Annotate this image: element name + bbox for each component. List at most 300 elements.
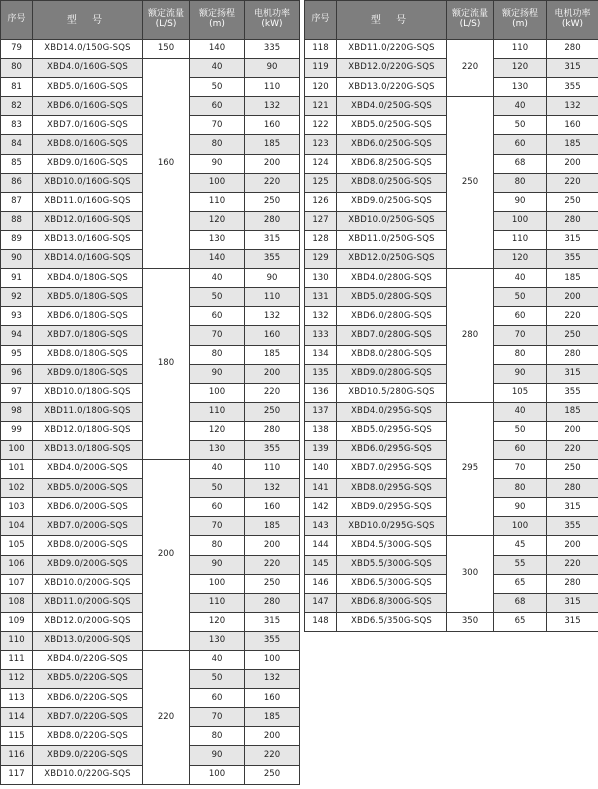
row-head: 70 [494, 460, 547, 479]
row-id: 130 [305, 269, 337, 288]
row-model: XBD12.0/220G-SQS [337, 59, 447, 78]
row-power: 90 [245, 269, 300, 288]
table-body-left [1, 40, 300, 785]
row-power: 280 [547, 40, 598, 59]
row-power: 185 [547, 402, 598, 421]
header-power [547, 1, 598, 40]
table-row [1, 40, 300, 59]
row-head: 110 [190, 402, 245, 421]
row-model: XBD8.0/280G-SQS [337, 345, 447, 364]
row-power: 220 [245, 746, 300, 765]
row-model: XBD9.0/250G-SQS [337, 192, 447, 211]
header-power-label: 电机功率 [253, 9, 290, 20]
row-id: 106 [1, 555, 33, 574]
row-model: XBD5.0/200G-SQS [33, 479, 143, 498]
row-model: XBD9.0/280G-SQS [337, 364, 447, 383]
row-head: 70 [190, 708, 245, 727]
header-head-label: 额定扬程 [198, 9, 235, 20]
row-flow: 200 [143, 460, 190, 651]
table-row [305, 269, 598, 288]
row-head: 50 [494, 116, 547, 135]
row-id: 118 [305, 40, 337, 59]
row-model: XBD14.0/160G-SQS [33, 250, 143, 269]
row-head: 40 [190, 460, 245, 479]
row-model: XBD13.0/200G-SQS [33, 631, 143, 650]
row-power: 160 [245, 116, 300, 135]
row-model: XBD5.5/300G-SQS [337, 555, 447, 574]
row-id: 121 [305, 97, 337, 116]
row-head: 70 [494, 326, 547, 345]
row-id: 138 [305, 421, 337, 440]
row-id: 91 [1, 269, 33, 288]
row-id: 88 [1, 211, 33, 230]
row-model: XBD4.0/200G-SQS [33, 460, 143, 479]
table-row [305, 40, 598, 59]
row-model: XBD10.0/220G-SQS [33, 765, 143, 784]
row-power: 185 [245, 345, 300, 364]
row-id: 90 [1, 250, 33, 269]
row-power: 185 [245, 135, 300, 154]
row-head: 105 [494, 383, 547, 402]
row-head: 90 [494, 364, 547, 383]
row-head: 50 [494, 288, 547, 307]
row-head: 110 [190, 593, 245, 612]
row-model: XBD5.0/280G-SQS [337, 288, 447, 307]
row-power: 280 [245, 593, 300, 612]
row-power: 355 [245, 440, 300, 459]
row-head: 50 [190, 78, 245, 97]
row-head: 100 [190, 173, 245, 192]
row-power: 185 [245, 708, 300, 727]
row-model: XBD4.0/295G-SQS [337, 402, 447, 421]
row-id: 101 [1, 460, 33, 479]
row-power: 200 [547, 421, 598, 440]
row-power: 250 [245, 574, 300, 593]
row-head: 60 [190, 97, 245, 116]
row-model: XBD7.0/160G-SQS [33, 116, 143, 135]
row-model: XBD7.0/280G-SQS [337, 326, 447, 345]
row-power: 200 [245, 727, 300, 746]
table-header-row [305, 1, 598, 40]
row-power: 220 [547, 440, 598, 459]
header-flow [447, 1, 494, 40]
row-model: XBD10.0/160G-SQS [33, 173, 143, 192]
row-head: 60 [190, 498, 245, 517]
row-model: XBD5.0/295G-SQS [337, 421, 447, 440]
row-head: 120 [190, 211, 245, 230]
row-flow: 150 [143, 40, 190, 59]
row-head: 130 [190, 440, 245, 459]
row-head: 80 [190, 345, 245, 364]
row-id: 86 [1, 173, 33, 192]
row-id: 141 [305, 479, 337, 498]
row-id: 96 [1, 364, 33, 383]
row-model: XBD6.0/160G-SQS [33, 97, 143, 116]
row-power: 250 [245, 192, 300, 211]
row-id: 97 [1, 383, 33, 402]
row-model: XBD9.0/295G-SQS [337, 498, 447, 517]
row-id: 144 [305, 536, 337, 555]
row-power: 315 [547, 59, 598, 78]
row-id: 100 [1, 440, 33, 459]
row-power: 355 [245, 631, 300, 650]
row-model: XBD8.0/200G-SQS [33, 536, 143, 555]
row-power: 220 [245, 383, 300, 402]
row-model: XBD8.0/250G-SQS [337, 173, 447, 192]
row-power: 220 [547, 555, 598, 574]
row-power: 185 [547, 135, 598, 154]
row-power: 250 [245, 765, 300, 784]
row-head: 120 [190, 612, 245, 631]
row-id: 83 [1, 116, 33, 135]
row-model: XBD12.0/250G-SQS [337, 250, 447, 269]
row-id: 129 [305, 250, 337, 269]
row-head: 40 [494, 402, 547, 421]
row-id: 102 [1, 479, 33, 498]
row-head: 140 [190, 250, 245, 269]
row-power: 160 [245, 498, 300, 517]
row-head: 80 [190, 536, 245, 555]
row-power: 110 [245, 460, 300, 479]
row-id: 111 [1, 651, 33, 670]
row-head: 100 [494, 517, 547, 536]
row-power: 355 [547, 383, 598, 402]
header-flow-unit: (L/S) [459, 19, 481, 29]
row-head: 80 [190, 135, 245, 154]
row-head: 140 [190, 40, 245, 59]
row-id: 115 [1, 727, 33, 746]
row-head: 40 [494, 269, 547, 288]
row-flow: 160 [143, 59, 190, 269]
row-model: XBD4.0/280G-SQS [337, 269, 447, 288]
row-model: XBD4.5/300G-SQS [337, 536, 447, 555]
row-head: 70 [190, 517, 245, 536]
row-id: 126 [305, 192, 337, 211]
row-id: 92 [1, 288, 33, 307]
row-flow: 180 [143, 269, 190, 460]
row-id: 123 [305, 135, 337, 154]
row-id: 99 [1, 421, 33, 440]
row-id: 142 [305, 498, 337, 517]
row-power: 315 [547, 364, 598, 383]
header-flow-label: 额定流量 [147, 9, 184, 20]
row-id: 120 [305, 78, 337, 97]
row-power: 355 [547, 517, 598, 536]
row-model: XBD10.0/250G-SQS [337, 211, 447, 230]
row-power: 200 [547, 288, 598, 307]
row-model: XBD13.0/180G-SQS [33, 440, 143, 459]
row-model: XBD6.8/250G-SQS [337, 154, 447, 173]
row-head: 40 [190, 651, 245, 670]
row-id: 87 [1, 192, 33, 211]
row-id: 139 [305, 440, 337, 459]
row-power: 280 [547, 479, 598, 498]
row-id: 145 [305, 555, 337, 574]
row-id: 82 [1, 97, 33, 116]
header-head-label: 额定扬程 [501, 9, 538, 20]
table-row [305, 402, 598, 421]
header-flow-label: 额定流量 [451, 9, 488, 20]
row-id: 127 [305, 211, 337, 230]
row-model: XBD11.0/160G-SQS [33, 192, 143, 211]
row-power: 132 [547, 97, 598, 116]
row-head: 100 [190, 574, 245, 593]
row-id: 124 [305, 154, 337, 173]
row-id: 146 [305, 574, 337, 593]
row-model: XBD8.0/295G-SQS [337, 479, 447, 498]
row-id: 95 [1, 345, 33, 364]
row-id: 133 [305, 326, 337, 345]
table-row [1, 269, 300, 288]
row-id: 110 [1, 631, 33, 650]
row-model: XBD11.0/250G-SQS [337, 230, 447, 249]
row-power: 315 [547, 230, 598, 249]
row-head: 80 [494, 345, 547, 364]
row-flow: 280 [447, 269, 494, 403]
row-power: 315 [245, 230, 300, 249]
row-model: XBD12.0/160G-SQS [33, 211, 143, 230]
row-head: 90 [190, 154, 245, 173]
table-row [1, 59, 300, 78]
row-head: 120 [494, 250, 547, 269]
header-id: 序号 [305, 1, 337, 40]
row-id: 84 [1, 135, 33, 154]
table-row [305, 612, 598, 631]
row-model: XBD9.0/220G-SQS [33, 746, 143, 765]
header-flow-unit: (L/S) [155, 19, 177, 29]
row-head: 50 [190, 479, 245, 498]
row-head: 130 [190, 230, 245, 249]
row-head: 80 [494, 479, 547, 498]
row-head: 68 [494, 593, 547, 612]
table-row [1, 651, 300, 670]
row-power: 355 [245, 250, 300, 269]
row-id: 119 [305, 59, 337, 78]
row-power: 160 [245, 689, 300, 708]
row-head: 70 [190, 116, 245, 135]
row-model: XBD6.0/200G-SQS [33, 498, 143, 517]
row-power: 132 [245, 479, 300, 498]
row-id: 103 [1, 498, 33, 517]
row-power: 355 [547, 250, 598, 269]
row-id: 137 [305, 402, 337, 421]
row-id: 98 [1, 402, 33, 421]
row-head: 110 [190, 192, 245, 211]
row-power: 200 [547, 154, 598, 173]
row-head: 65 [494, 574, 547, 593]
row-head: 70 [190, 326, 245, 345]
row-model: XBD9.0/160G-SQS [33, 154, 143, 173]
row-id: 109 [1, 612, 33, 631]
row-model: XBD6.8/300G-SQS [337, 593, 447, 612]
row-flow: 350 [447, 612, 494, 631]
row-head: 130 [190, 631, 245, 650]
row-power: 250 [547, 326, 598, 345]
row-model: XBD12.0/200G-SQS [33, 612, 143, 631]
row-head: 110 [494, 230, 547, 249]
row-model: XBD10.0/295G-SQS [337, 517, 447, 536]
row-model: XBD13.0/160G-SQS [33, 230, 143, 249]
row-head: 90 [190, 555, 245, 574]
row-head: 50 [494, 421, 547, 440]
row-model: XBD11.0/200G-SQS [33, 593, 143, 612]
header-head-unit: (m) [512, 19, 528, 29]
row-head: 120 [190, 421, 245, 440]
header-flow [143, 1, 190, 40]
row-head: 100 [190, 383, 245, 402]
row-model: XBD5.0/220G-SQS [33, 670, 143, 689]
row-power: 315 [547, 498, 598, 517]
row-model: XBD9.0/200G-SQS [33, 555, 143, 574]
table-row [305, 97, 598, 116]
row-model: XBD6.5/350G-SQS [337, 612, 447, 631]
row-id: 107 [1, 574, 33, 593]
row-power: 110 [245, 288, 300, 307]
row-id: 108 [1, 593, 33, 612]
row-id: 148 [305, 612, 337, 631]
row-model: XBD5.0/180G-SQS [33, 288, 143, 307]
header-power-unit: (kW) [561, 19, 584, 29]
row-power: 280 [547, 211, 598, 230]
row-model: XBD10.0/200G-SQS [33, 574, 143, 593]
row-head: 90 [494, 498, 547, 517]
header-power-unit: (kW) [261, 19, 283, 29]
row-power: 160 [245, 326, 300, 345]
row-flow: 295 [447, 402, 494, 536]
row-power: 280 [547, 345, 598, 364]
row-head: 90 [190, 746, 245, 765]
row-id: 128 [305, 230, 337, 249]
row-model: XBD6.5/300G-SQS [337, 574, 447, 593]
row-head: 55 [494, 555, 547, 574]
row-id: 132 [305, 307, 337, 326]
row-head: 60 [494, 440, 547, 459]
row-model: XBD10.5/280G-SQS [337, 383, 447, 402]
row-id: 81 [1, 78, 33, 97]
row-model: XBD6.0/250G-SQS [337, 135, 447, 154]
row-power: 315 [547, 612, 598, 631]
row-power: 160 [547, 116, 598, 135]
row-power: 280 [245, 421, 300, 440]
row-id: 85 [1, 154, 33, 173]
row-flow: 220 [447, 40, 494, 97]
row-id: 117 [1, 765, 33, 784]
row-model: XBD7.0/220G-SQS [33, 708, 143, 727]
row-power: 335 [245, 40, 300, 59]
row-id: 113 [1, 689, 33, 708]
row-head: 100 [190, 765, 245, 784]
row-model: XBD9.0/180G-SQS [33, 364, 143, 383]
row-power: 200 [245, 536, 300, 555]
row-head: 60 [494, 307, 547, 326]
row-head: 80 [190, 727, 245, 746]
row-flow: 250 [447, 97, 494, 269]
row-id: 93 [1, 307, 33, 326]
row-flow: 300 [447, 536, 494, 612]
header-id: 序号 [1, 1, 33, 40]
row-model: XBD6.0/295G-SQS [337, 440, 447, 459]
row-id: 116 [1, 746, 33, 765]
pump-spec-table-left [0, 0, 300, 785]
row-model: XBD4.0/250G-SQS [337, 97, 447, 116]
row-id: 94 [1, 326, 33, 345]
row-head: 65 [494, 612, 547, 631]
row-id: 131 [305, 288, 337, 307]
row-head: 40 [190, 59, 245, 78]
row-id: 79 [1, 40, 33, 59]
row-power: 110 [245, 78, 300, 97]
row-id: 112 [1, 670, 33, 689]
row-head: 90 [494, 192, 547, 211]
table-header-row [1, 1, 300, 40]
row-head: 50 [190, 288, 245, 307]
header-power-label: 电机功率 [554, 9, 591, 20]
row-power: 250 [547, 192, 598, 211]
row-model: XBD10.0/180G-SQS [33, 383, 143, 402]
row-id: 104 [1, 517, 33, 536]
row-model: XBD4.0/220G-SQS [33, 651, 143, 670]
row-power: 280 [547, 574, 598, 593]
row-power: 250 [547, 460, 598, 479]
row-id: 125 [305, 173, 337, 192]
row-id: 140 [305, 460, 337, 479]
row-power: 100 [245, 651, 300, 670]
row-head: 130 [494, 78, 547, 97]
row-model: XBD11.0/220G-SQS [337, 40, 447, 59]
row-power: 220 [245, 173, 300, 192]
row-head: 68 [494, 154, 547, 173]
row-model: XBD6.0/220G-SQS [33, 689, 143, 708]
row-head: 45 [494, 536, 547, 555]
row-power: 185 [245, 517, 300, 536]
row-id: 147 [305, 593, 337, 612]
row-id: 122 [305, 116, 337, 135]
row-id: 134 [305, 345, 337, 364]
row-model: XBD14.0/150G-SQS [33, 40, 143, 59]
row-model: XBD8.0/220G-SQS [33, 727, 143, 746]
row-power: 315 [547, 593, 598, 612]
row-id: 135 [305, 364, 337, 383]
row-model: XBD6.0/280G-SQS [337, 307, 447, 326]
row-head: 80 [494, 173, 547, 192]
row-head: 90 [190, 364, 245, 383]
row-power: 355 [547, 78, 598, 97]
header-power [245, 1, 300, 40]
row-model: XBD6.0/180G-SQS [33, 307, 143, 326]
row-head: 60 [190, 307, 245, 326]
row-power: 250 [245, 402, 300, 421]
row-power: 280 [245, 211, 300, 230]
row-power: 200 [547, 536, 598, 555]
table-body-right [305, 40, 598, 632]
header-model: 型 号 [337, 1, 447, 40]
row-model: XBD5.0/250G-SQS [337, 116, 447, 135]
pump-spec-table-right [304, 0, 598, 632]
row-model: XBD5.0/160G-SQS [33, 78, 143, 97]
row-power: 200 [245, 364, 300, 383]
row-model: XBD12.0/180G-SQS [33, 421, 143, 440]
row-model: XBD8.0/180G-SQS [33, 345, 143, 364]
row-id: 114 [1, 708, 33, 727]
header-head-unit: (m) [209, 19, 225, 29]
row-id: 105 [1, 536, 33, 555]
row-head: 120 [494, 59, 547, 78]
header-model: 型 号 [33, 1, 143, 40]
row-flow: 220 [143, 651, 190, 785]
row-head: 40 [494, 97, 547, 116]
row-power: 132 [245, 670, 300, 689]
row-id: 136 [305, 383, 337, 402]
